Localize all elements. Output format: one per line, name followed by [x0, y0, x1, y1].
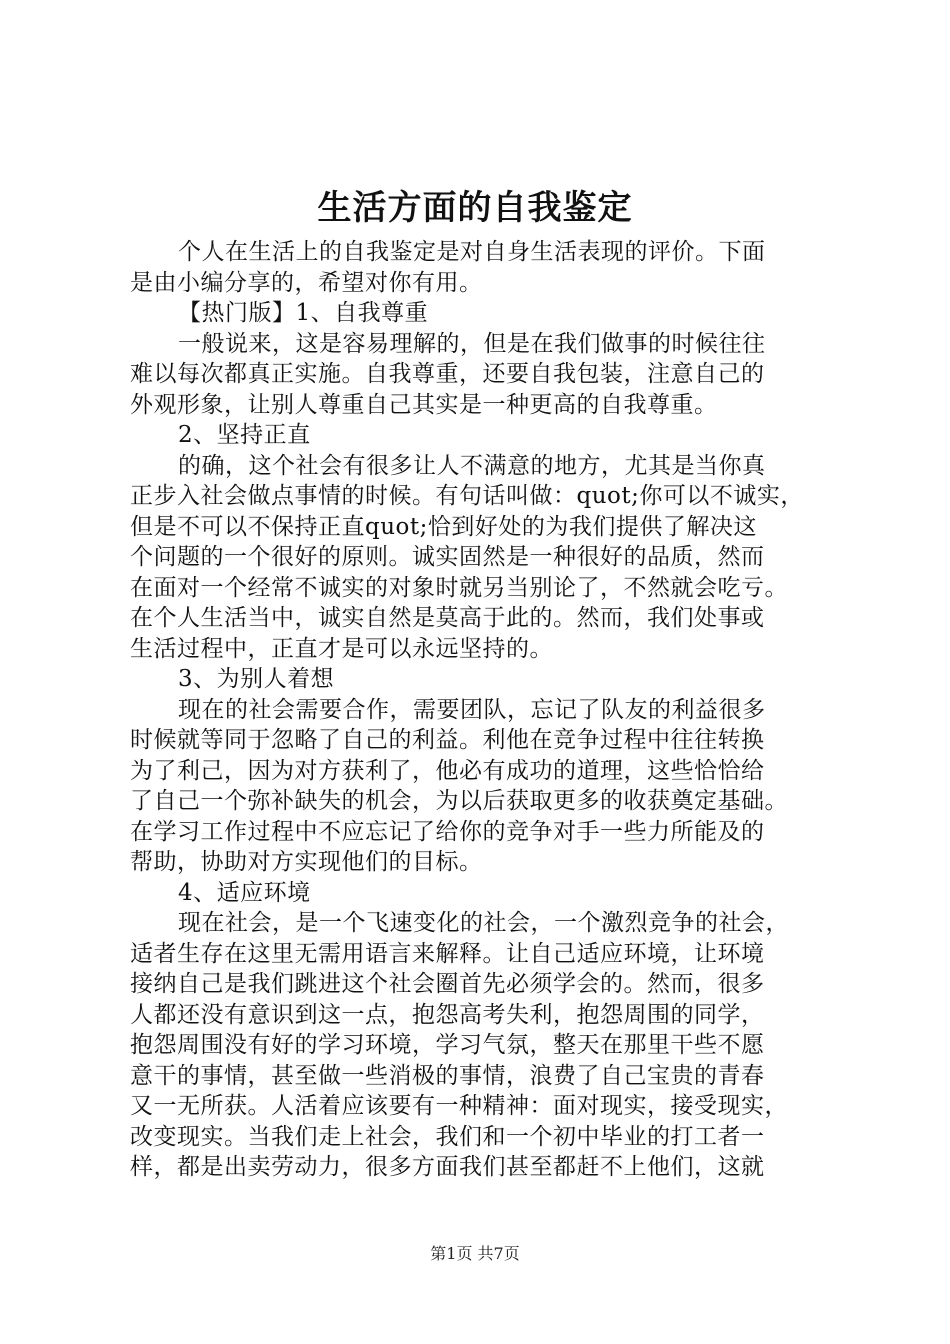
- text-line: 【热门版】1、自我尊重: [178, 300, 429, 326]
- text-line: 时候就等同于忽略了自己的利益。利他在竞争过程中往往转换: [130, 727, 765, 753]
- text-line: 难以每次都真正实施。自我尊重，还要自我包装，注意自己的: [130, 361, 765, 387]
- text-line: 帮助，协助对方实现他们的目标。: [130, 849, 483, 875]
- text-line: 个人在生活上的自我鉴定是对自身生活表现的评价。下面: [178, 239, 766, 265]
- text-line: 在学习工作过程中不应忘记了给你的竞争对手一些力所能及的: [130, 818, 765, 845]
- document-title: 生活方面的自我鉴定: [317, 188, 633, 228]
- text-line: 但是不可以不保持正直quot;恰到好处的为我们提供了解决这: [130, 513, 757, 540]
- text-line: 2、坚持正直: [178, 422, 311, 448]
- text-line: 抱怨周围没有好的学习环境，学习气氛，整天在那里干些不愿: [130, 1032, 765, 1058]
- text-line: 改变现实。当我们走上社会，我们和一个初中毕业的打工者一: [130, 1123, 765, 1150]
- text-line: 一般说来，这是容易理解的，但是在我们做事的时候往往: [178, 330, 766, 357]
- text-line: 4、适应环境: [178, 879, 311, 906]
- text-line: 接纳自己是我们跳进这个社会圈首先必须学会的。然而，很多: [130, 971, 765, 997]
- text-line: 现在的社会需要合作，需要团队，忘记了队友的利益很多: [178, 696, 766, 723]
- text-line: 又一无所获。人活着应该要有一种精神：面对现实，接受现实，: [130, 1093, 788, 1119]
- text-line: 3、为别人着想: [178, 666, 335, 692]
- text-line: 个问题的一个很好的原则。诚实固然是一种很好的品质，然而: [130, 544, 765, 570]
- text-line: 正步入社会做点事情的时候。有句话叫做：quot;你可以不诚实，: [130, 483, 804, 509]
- text-line: 为了利己，因为对方获利了，他必有成功的道理，这些恰恰给: [130, 757, 765, 784]
- text-line: 意干的事情，甚至做一些消极的事情，浪费了自己宝贵的青春: [130, 1062, 765, 1089]
- text-line: 在面对一个经常不诚实的对象时就另当别论了，不然就会吃亏。: [130, 574, 788, 601]
- text-line: 现在社会，是一个飞速变化的社会，一个激烈竞争的社会，: [178, 910, 789, 936]
- text-line: 了自己一个弥补缺失的机会，为以后获取更多的收获奠定基础。: [130, 788, 788, 814]
- text-line: 的确，这个社会有很多让人不满意的地方，尤其是当你真: [178, 452, 766, 479]
- text-line: 在个人生活当中，诚实自然是莫高于此的。然而，我们处事或: [130, 605, 765, 631]
- text-line: 适者生存在这里无需用语言来解释。让自己适应环境，让环境: [130, 940, 765, 967]
- text-line: 生活过程中，正直才是可以永远坚持的。: [130, 635, 553, 662]
- text-line: 外观形象，让别人尊重自己其实是一种更高的自我尊重。: [130, 391, 718, 418]
- page-footer: 第1页 共7页: [430, 1244, 520, 1263]
- text-line: 是由小编分享的，希望对你有用。: [130, 269, 483, 296]
- document-body: [130, 237, 834, 1183]
- text-line: 样，都是出卖劳动力，很多方面我们甚至都赶不上他们，这就: [130, 1154, 765, 1180]
- text-line: 人都还没有意识到这一点，抱怨高考失利，抱怨周围的同学，: [130, 1001, 765, 1028]
